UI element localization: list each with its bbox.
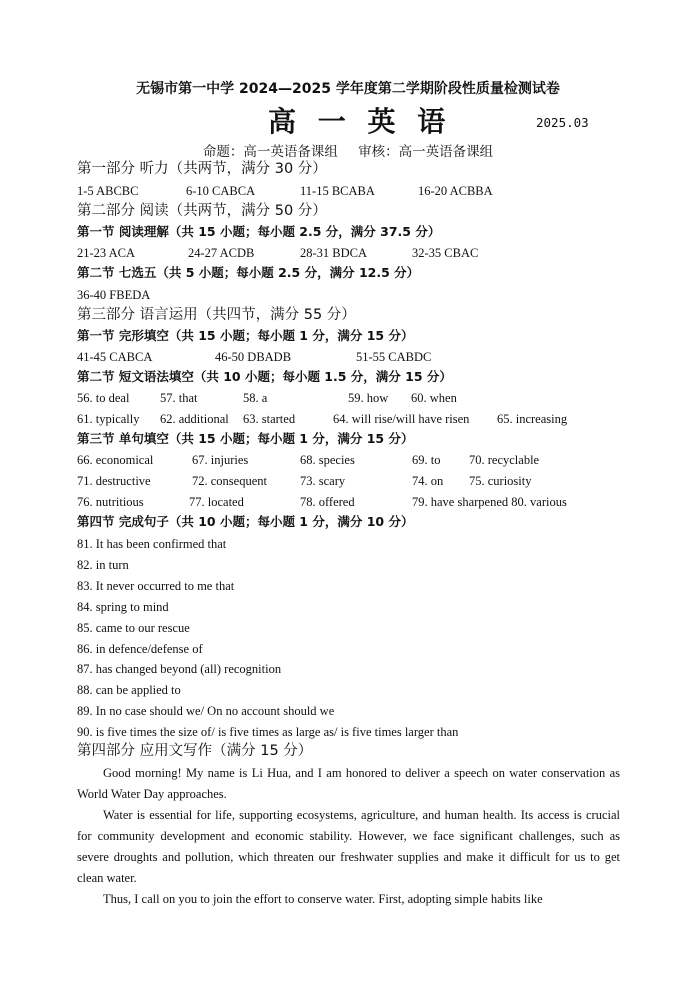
answer-item: 82. in turn <box>77 558 129 572</box>
part3-section4-heading: 第四节 完成句子（共 10 小题；每小题 1 分，满分 10 分） <box>77 514 414 529</box>
answer-group: 32-35 CBAC <box>412 246 479 260</box>
answer-item: 65. increasing <box>497 412 568 426</box>
answer-item: 87. has changed beyond (all) recognition <box>77 662 282 676</box>
setter-credit: 命题：高一英语备课组 <box>202 144 338 160</box>
answer-group: 28-31 BDCA <box>300 246 368 260</box>
answer-group: 51-55 CABDC <box>356 350 432 364</box>
part2-heading: 第二部分 阅读（共两节，满分 50 分） <box>77 203 327 219</box>
answer-group: 1-5 ABCBC <box>77 184 139 198</box>
part3-section2-heading: 第二节 短文语法填空（共 10 小题；每小题 1.5 分，满分 15 分） <box>77 369 452 384</box>
answer-item: 71. destructive <box>77 474 151 488</box>
part3-heading: 第三部分 语言运用（共四节，满分 55 分） <box>77 307 356 323</box>
answer-item: 66. economical <box>77 453 154 467</box>
subject-title: 高 一 英 语 <box>268 105 452 138</box>
answer-group: 36-40 FBEDA <box>77 288 151 302</box>
answer-item: 85. came to our rescue <box>77 621 190 635</box>
school-exam-title: 无锡市第一中学 2024—2025 学年度第二学期阶段性质量检测试卷 <box>136 81 560 97</box>
answer-item: 84. spring to mind <box>77 600 169 614</box>
answer-item: 61. typically <box>77 412 140 426</box>
answer-item: 79. have sharpened 80. various <box>412 495 567 509</box>
answer-item: 89. In no case should we/ On no account should we <box>77 704 335 718</box>
answer-item: 83. It never occurred to me that <box>77 579 235 593</box>
answer-group: 21-23 ACA <box>77 246 135 260</box>
answer-item: 64. will rise/will have risen <box>333 412 470 426</box>
answer-item: 77. located <box>189 495 244 509</box>
answer-item: 63. started <box>243 412 296 426</box>
answer-item: 76. nutritious <box>77 495 144 509</box>
answer-item: 68. species <box>300 453 355 467</box>
answer-group: 46-50 DBADB <box>215 350 292 364</box>
answer-item: 73. scary <box>300 474 346 488</box>
answer-item: 90. is five times the size of/ is five times as large as/ is five times larger than <box>77 725 459 739</box>
answer-item: 88. can be applied to <box>77 683 181 697</box>
part3-section3-heading: 第三节 单句填空（共 15 小题；每小题 1 分，满分 15 分） <box>77 431 414 446</box>
credits-line <box>0 140 696 160</box>
part2-section1-heading: 第一节 阅读理解（共 15 小题；每小题 2.5 分，满分 37.5 分） <box>77 224 441 239</box>
essay-paragraph: Good morning! My name is Li Hua, and I am honored to deliver a speech on water conservation as World Water Day approaches. <box>77 766 620 801</box>
answer-item: 72. consequent <box>192 474 267 488</box>
part2-section2-heading: 第二节 七选五（共 5 小题；每小题 2.5 分，满分 12.5 分） <box>77 265 420 280</box>
reviewer-credit: 审核：高一英语备课组 <box>358 144 494 160</box>
answer-item: 60. when <box>411 391 457 405</box>
essay-paragraph: Thus, I call on you to join the effort to conserve water. First, adopting simple habits like <box>103 892 543 906</box>
answer-item: 67. injuries <box>192 453 249 467</box>
answer-group: 16-20 ACBBA <box>418 184 493 198</box>
answer-item: 62. additional <box>160 412 229 426</box>
answer-item: 75. curiosity <box>469 474 532 488</box>
answer-group: 11-15 BCABA <box>300 184 375 198</box>
answer-item: 59. how <box>348 391 389 405</box>
answer-item: 58. a <box>243 391 268 405</box>
answer-item: 57. that <box>160 391 198 405</box>
part1-heading: 第一部分 听力（共两节，满分 30 分） <box>77 161 327 177</box>
answer-group: 24-27 ACDB <box>188 246 255 260</box>
essay-paragraph: Water is essential for life, supporting ecosystems, agriculture, and human health. Its access is crucial for community development and economic stability. However, we face significant challenges, such as severe droughts and pollution, which threaten our freshwater supplies and make it difficult for us to get clean water. <box>77 808 620 885</box>
answer-item: 69. to <box>412 453 441 467</box>
answer-item: 56. to deal <box>77 391 130 405</box>
answer-item: 86. in defence/defense of <box>77 642 203 656</box>
answer-item: 74. on <box>412 474 444 488</box>
exam-date: 2025.03 <box>536 115 589 130</box>
part3-section1-heading: 第一节 完形填空（共 15 小题；每小题 1 分，满分 15 分） <box>77 328 414 343</box>
part4-heading: 第四部分 应用文写作（满分 15 分） <box>77 743 313 759</box>
answer-group: 6-10 CABCA <box>186 184 256 198</box>
answer-item: 78. offered <box>300 495 355 509</box>
answer-group: 41-45 CABCA <box>77 350 153 364</box>
answer-item: 70. recyclable <box>469 453 540 467</box>
answer-item: 81. It has been confirmed that <box>77 537 227 551</box>
